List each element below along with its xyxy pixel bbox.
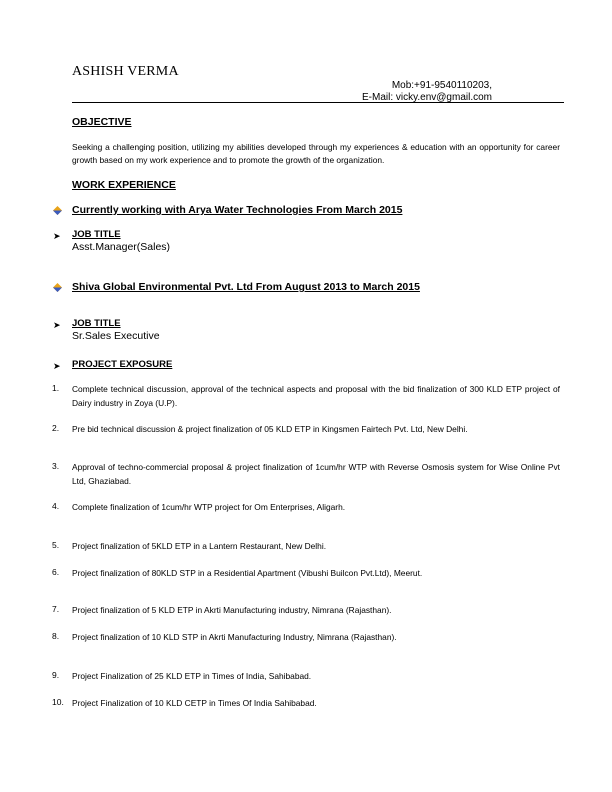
list-item-number: 3. (52, 461, 60, 471)
list-item-number: 10. (52, 697, 64, 707)
candidate-name: ASHISH VERMA (72, 64, 179, 79)
list-item: Project finalization of 10 KLD STP in Akrti Manufacturing Industry, Nimrana (Rajasthan). (72, 632, 397, 642)
company-title: Currently working with Arya Water Technologies From March 2015 (72, 204, 403, 216)
company-title: Shiva Global Environmental Pvt. Ltd From August 2013 to March 2015 (72, 281, 420, 293)
list-item-number: 4. (52, 501, 60, 511)
objective-text: Seeking a challenging position, utilizing my abilities developed through my experiences & education with an opportunity for career growth based on my work experience and to promote the growth of the organization. (72, 142, 560, 165)
project-exposure-heading: PROJECT EXPOSURE (72, 359, 173, 370)
job-title-value: Sr.Sales Executive (72, 330, 160, 342)
list-item: Project finalization of 5KLD ETP in a Lantern Restaurant, New Delhi. (72, 541, 327, 551)
list-item-number: 8. (52, 631, 60, 641)
contact-block (362, 80, 492, 104)
list-item-number: 2. (52, 423, 60, 433)
job-title-label: JOB TITLE (72, 229, 121, 240)
list-item-number: 5. (52, 540, 60, 550)
diamond-bullet-icon (53, 206, 62, 215)
list-item-number: 7. (52, 604, 60, 614)
diamond-bullet-icon (53, 283, 62, 292)
objective-heading: OBJECTIVE (72, 116, 132, 128)
job-title-label: JOB TITLE (72, 318, 121, 329)
list-item-number: 6. (52, 567, 60, 577)
list-item: Pre bid technical discussion & project finalization of 05 KLD ETP in Kingsmen Fairtech Pvt. Ltd, New Delhi. (72, 424, 468, 434)
list-item: Project finalization of 80KLD STP in a Residential Apartment (Vibushi Builcon Pvt.Ltd), Meerut. (72, 568, 423, 578)
list-item-number: 1. (52, 383, 60, 393)
list-item: Project Finalization of 10 KLD CETP in Times Of India Sahibabad. (72, 698, 317, 708)
arrowhead-bullet-icon: ➤ (53, 231, 61, 241)
email-address: E-Mail: vicky.env@gmail.com (362, 92, 492, 103)
list-item: Approval of techno-commercial proposal & project finalization of 1cum/hr WTP with Reverse Osmosis system for Wise Online Pvt Ltd, Ghaziabad. (72, 462, 560, 486)
list-item: Complete finalization of 1cum/hr WTP project for Om Enterprises, Aligarh. (72, 502, 346, 512)
list-item: Project finalization of 5 KLD ETP in Akrti Manufacturing industry, Nimrana (Rajasthan). (72, 605, 392, 615)
list-item: Complete technical discussion, approval of the technical aspects and proposal with the bid finalization of 300 KLD ETP project of Dairy industry in Zoya (U.P). (72, 384, 560, 408)
arrowhead-bullet-icon: ➤ (53, 361, 61, 371)
header-divider (72, 102, 564, 103)
mobile-number: Mob:+91-9540110203, (391, 80, 492, 91)
list-item: Project Finalization of 25 KLD ETP in Times of India, Sahibabad. (72, 671, 312, 681)
arrowhead-bullet-icon: ➤ (53, 320, 61, 330)
work-experience-heading: WORK EXPERIENCE (72, 179, 176, 191)
job-title-value: Asst.Manager(Sales) (72, 241, 171, 253)
list-item-number: 9. (52, 670, 60, 680)
